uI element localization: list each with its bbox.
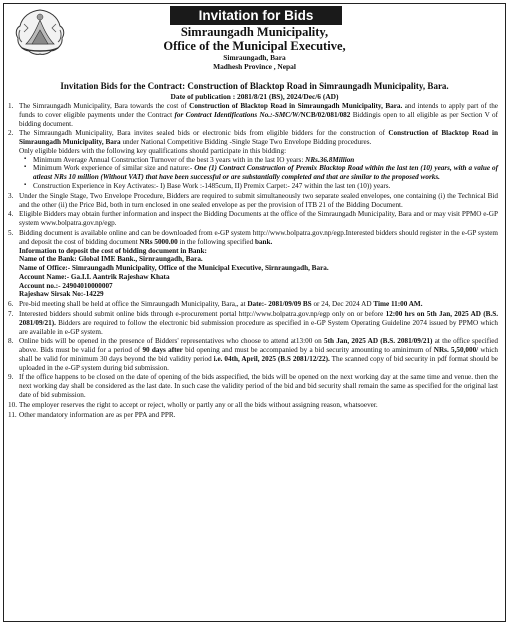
clause-number: 8. (8, 337, 14, 346)
org-name: Simraungadh Municipality, (180, 25, 329, 39)
clause-text: Minimum Average Annual Construction Turnover of the best 3 years with in the last IO years: (33, 155, 306, 164)
submission-deadline: 12:00 hrs on 5th Jan, 2025 AD (B.S. 2081/09/21). (19, 309, 499, 327)
qualification-experience (19, 164, 498, 182)
clause-7 (8, 310, 498, 336)
prebid-time: Time 11:00 AM. (373, 300, 423, 309)
clause-text: Biddingis open to all eligible as per Section V of bidding document. (19, 110, 499, 128)
clause-5 (8, 229, 498, 299)
publication-date: Date of publication : 2081/8/21 (BS), 2024/Dec/6 (AD) (170, 92, 339, 101)
clause-text: bid opening and must be accompanied by a bid security amounting to aminimum of (182, 346, 434, 355)
clause-number: 6. (8, 300, 14, 309)
clause-2 (8, 129, 498, 190)
account-number: Account no.:- 24904010000007 (19, 281, 113, 290)
account-name: Account Name:- Ga.I.I. Aantrik Rajeshaw Khata (19, 272, 170, 281)
clause-11 (8, 411, 498, 420)
clause-number: 5. (8, 228, 14, 237)
clause-text: The employer reserves the right to accept or reject, wholly or partly any or all the bids without assigning reason, whatsoever. (19, 400, 378, 409)
clause-text: at the office specified above. Bids must be valid for a period of (19, 337, 498, 355)
notice-title: Invitation for Bids (170, 6, 342, 25)
clause-text: which shall be valid for minimum 30 days beyond the bid validity period (19, 346, 498, 363)
org-province: Madhesh Province , Nepal (213, 62, 296, 71)
qualification-turnover (19, 156, 498, 165)
org-office: Office of the Municipal Executive, (163, 39, 346, 53)
clause-text: Interested bidders should submit online bids through e-procurement portal http://www.bolpatra.gov.np/egp only on or before (19, 309, 386, 318)
clause-text: Other mandatory information are as per PPA and PPR. (19, 410, 176, 419)
clause-text: If the office happens to be closed on the date of opening of the bids asspecified, the bids will be opened on the next working day at the same time and venue. then the next working day shall be considered as the last date. In such case the validity period of the bid and bid security shall remain the same as specified for the original last date of bid submission. (19, 373, 498, 399)
clause-text: in the following specified (177, 237, 255, 246)
contract-name: Construction of Blacktop Road in Simraungadh Municipality, Bara. (189, 102, 403, 110)
clause-1 (8, 102, 498, 128)
clause-number: 11. (8, 410, 17, 419)
prebid-date: Date:- 2081/09/09 BS (247, 300, 312, 309)
clause-number: 3. (8, 191, 14, 200)
org-header (4, 25, 505, 71)
notice-subject: Invitation Bids for the Contract: Construction of Blacktop Road in Simraungadh Municipality, Bara. (60, 81, 449, 91)
office-name: Name of Office:- Simraungadh Municipality, Office of the Municipal Executive, Sirnraungadh, Bara. (19, 264, 329, 273)
clause-text: Eligible Bidders may obtain further information and inspect the Bidding Documents at the office of the Simraungadh Municipality, Bara and or may visit PPMO e-GP system www.bolpatra.gov.np/egp. (19, 210, 498, 228)
clause-text: The Simraungadh Municipality, Bara invites sealed bids or electronic bids from eligible bidders for the construction of (19, 129, 389, 138)
bid-security-amount: NRs. 5,50,000/ (433, 346, 479, 355)
notice-body (8, 102, 498, 420)
clause-number: 2. (8, 129, 14, 138)
clause-number: 1. (8, 102, 14, 110)
clause-number: 4. (8, 210, 14, 219)
clause-6 (8, 300, 498, 309)
org-location: Simraungadh, Bara (223, 53, 286, 62)
clause-4 (8, 210, 498, 228)
notice-page (3, 3, 506, 622)
security-validity-date: i.e. 04th, April, 2025 (B.S 2081/12/22). (213, 354, 330, 363)
clause-text: Under the Single Stage, Two Envelope Procedure, Bidders are required to submit simultaneously two separate sealed envelopes, one containing (i) the Technical Bid and the other (ii) the Price Bid, both in turn enclosed in one sealed envelope as per the provision of ITB 21 of the Bidding Document. (19, 191, 498, 209)
contract-name: Construction of Blacktop Road in Simraungadh Municipality, Bara (19, 129, 498, 147)
turnover-amount: NRs.36.8Million (305, 155, 355, 164)
validity-period: 90 days after (142, 346, 183, 355)
clause-text: The scanned copy of bid security in pdf format should be uploaded in the e-GP system during bid submission. (19, 354, 498, 372)
contract-id: NCB/02/081/082 (300, 110, 351, 119)
clause-text: The Simraungadh Municipality, Bara towards the cost of (19, 102, 190, 110)
clause-text: Minimum Work experience of similar size and nature:- (33, 164, 195, 173)
clause-text-bold: bank. (254, 237, 273, 246)
clause-3 (8, 192, 498, 210)
clause-number: 10. (8, 400, 17, 409)
opening-date: 5th Jan, 2025 AD (B.S. 2081/09/21) (323, 337, 433, 346)
clause-text: or 24, Dec 2024 AD (311, 300, 374, 309)
qualification-key-activities: ▪ Construction Experience in Key Activates:- I) Base Work :-1485cum, II) Premix Carpet:- 247 within the last ten (10)) years. (19, 182, 498, 191)
contract-id-label: for Contract Identifications No.:-SMC/W/ (174, 110, 301, 119)
rajeshaw-sirsak: Rajeshaw Sirsak No:-14229 (19, 290, 104, 299)
clause-text: Online bids will be opened in the presence of Bidders' representatives who choose to attend at13:00 on (19, 337, 324, 346)
experience-requirement: One (1) Contract Construction of Premix Blacktop Road within the last ten (10) years, with a value of atleast NRs 10 million (Without VAT) that have been successful or are substantially completed and that are similar to the proposed works. (33, 164, 498, 182)
clause-text: Bidders are required to follow the electronic bid submission procedure as specified in e-GP System Operating Guideline 2074 issued by PPMO which are available in e-GP system. (19, 318, 498, 336)
clause-text: and intends to apply part of the funds to cover eligible payments under the Contract (19, 102, 498, 119)
clause-number: 9. (8, 373, 14, 382)
clause-number: 7. (8, 309, 14, 318)
clause-text: under National Competitive Bidding -Single Stage Two Envelope Bidding procedures. (120, 138, 372, 147)
clause-8 (8, 337, 498, 372)
clause-9 (8, 373, 498, 399)
document-fee: NRs 5000.00 (139, 237, 178, 246)
qualification-intro: Only eligible bidders with the following key qualifications should participate in this bidding: (19, 146, 287, 155)
clause-text: Pre-bid meeting shall be held at office the Simraungadh Municipality, Bara,, at (19, 300, 248, 309)
bank-name: Name of the Bank: Global IME Bank., Sirnraungadh, Bara. (19, 255, 203, 264)
clause-10 (8, 401, 498, 410)
bank-info-heading: Information to deposit the cost of bidding document in Bank: (19, 246, 207, 255)
clause-text: Bidding document is available online and can be downloaded from e-GP system http://www.bolpatra.gov.np/egp.Interested bidders should register in the e-GP system and deposit the cost of bidding document (19, 228, 498, 246)
